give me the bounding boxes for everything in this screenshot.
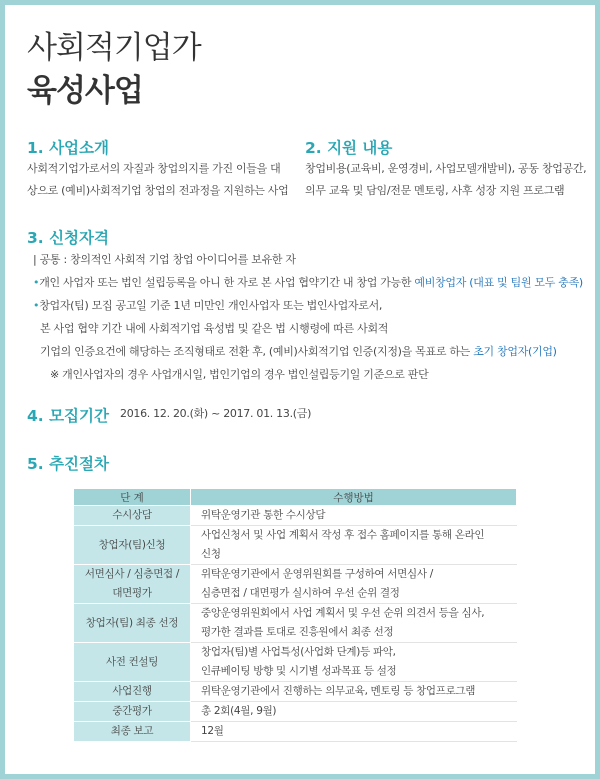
eligibility-text: 기업의 인증요건에 해당하는 조직형태로 전환 후, (예비)사회적기업 인증(지정)을 목표로 하는 xyxy=(40,345,474,358)
table-row xyxy=(74,506,517,526)
eligibility-text: 창업자(팀) 모집 공고일 기준 1년 미만인 개인사업자 또는 법인사업자로서, xyxy=(39,299,383,312)
table-row xyxy=(74,722,517,742)
column-header-method: 수행방법 xyxy=(191,489,517,506)
method-cell xyxy=(191,506,517,526)
eligibility-highlight: 초기 창업자(기업) xyxy=(473,345,557,358)
method-cell xyxy=(191,643,517,682)
bullet-icon: • xyxy=(33,299,40,312)
table-header-row xyxy=(74,489,517,506)
method-cell xyxy=(191,722,517,742)
method-text: 위탁운영기관 통한 수시상담 xyxy=(201,509,326,521)
procedure-table xyxy=(73,488,517,742)
eligibility-item xyxy=(33,340,583,363)
method-cell xyxy=(191,565,517,604)
table-row xyxy=(74,682,517,702)
eligibility-text: 개인 사업자 또는 법인 설립등록을 아니 한 자로 본 사업 협약기간 내 창업 가능한 xyxy=(39,276,415,289)
section-2-heading: 2. 지원 내용 xyxy=(305,139,393,157)
method-text: 위탁운영기관에서 운영위원회를 구성하여 서면심사 / xyxy=(201,568,433,580)
section-1-heading: 1. 사업소개 xyxy=(27,139,109,157)
section-3-heading: 3. 신청자격 xyxy=(27,229,109,247)
stage-cell xyxy=(74,565,191,604)
section-1-text xyxy=(27,158,288,202)
method-text: 평가한 결과를 토대로 진흥원에서 최종 선정 xyxy=(201,626,394,638)
table-row xyxy=(74,604,517,643)
stage-text: 창업자(팀)신청 xyxy=(98,538,166,551)
stage-cell xyxy=(74,526,191,565)
table-row xyxy=(74,643,517,682)
method-text: 12월 xyxy=(201,725,224,737)
stage-text: 서면심사 / 심층면접 / xyxy=(84,568,180,580)
table-row xyxy=(74,565,517,604)
eligibility-item xyxy=(33,271,583,294)
method-cell xyxy=(191,682,517,702)
method-text: 창업자(팀)별 사업특성(사업화 단계)등 파악, xyxy=(201,646,396,658)
method-cell xyxy=(191,526,517,565)
eligibility-text: 본 사업 협약 기간 내에 사회적기업 육성법 및 같은 법 시행령에 따른 사회적 xyxy=(40,322,389,335)
stage-cell xyxy=(74,722,191,742)
bullet-icon: • xyxy=(33,276,40,289)
method-text: 총 2회(4월, 9월) xyxy=(201,705,277,717)
stage-text: 중간평가 xyxy=(112,705,152,717)
stage-text: 수시상담 xyxy=(112,509,152,521)
method-text: 심층면접 / 대면평가 실시하여 우선 순위 결정 xyxy=(201,587,400,599)
stage-cell xyxy=(74,604,191,643)
table-row xyxy=(74,702,517,722)
stage-text: 사업진행 xyxy=(112,685,152,697)
table-body xyxy=(74,506,517,742)
recruitment-period: 2016. 12. 20.(화) ~ 2017. 01. 13.(금) xyxy=(120,407,312,420)
stage-cell xyxy=(74,643,191,682)
stage-text: 사전 컨설팅 xyxy=(105,655,159,668)
section-1-line: 사회적기업가로서의 자질과 창업의지를 가진 이들을 대 xyxy=(27,162,281,175)
section-3-text xyxy=(33,248,583,386)
section-5-heading: 5. 추진절차 xyxy=(27,455,109,473)
method-text: 위탁운영기관에서 진행하는 의무교육, 멘토링 등 창업프로그램 xyxy=(201,685,476,697)
method-cell xyxy=(191,702,517,722)
stage-cell xyxy=(74,506,191,526)
method-text: 중앙운영위원회에서 사업 계획서 및 우선 순위 의견서 등을 심사, xyxy=(201,607,485,619)
stage-cell xyxy=(74,702,191,722)
method-cell xyxy=(191,604,517,643)
method-text: 인큐베이팅 방향 및 시기별 성과목표 등 설정 xyxy=(201,665,397,677)
eligibility-note: ※ 개인사업자의 경우 사업개시일, 법인기업의 경우 법인설립등기일 기준으로 판단 xyxy=(50,368,429,381)
section-2-line: 창업비용(교육비, 운영경비, 사업모델개발비), 공동 창업공간, xyxy=(305,162,587,175)
eligibility-item xyxy=(33,294,583,317)
eligibility-highlight: 예비창업자 (대표 및 팀원 모두 충족) xyxy=(414,276,583,289)
method-text: 신청 xyxy=(201,548,221,560)
title-line1: 사회적기업가 xyxy=(27,30,201,66)
column-header-stage: 단 계 xyxy=(74,489,191,506)
stage-cell xyxy=(74,682,191,702)
stage-text: 창업자(팀) 최종 선정 xyxy=(85,616,179,629)
section-1-line: 상으로 (예비)사회적기업 창업의 전과정을 지원하는 사업 xyxy=(27,184,289,197)
section-4-heading: 4. 모집기간 xyxy=(27,407,109,425)
eligibility-common: | 공통 : 창의적인 사회적 기업 창업 아이디어를 보유한 자 xyxy=(33,253,296,266)
table-row xyxy=(74,526,517,565)
section-2-line: 의무 교육 및 담임/전문 멘토링, 사후 성장 지원 프로그램 xyxy=(305,184,565,197)
stage-text: 최종 보고 xyxy=(110,725,154,737)
section-2-text xyxy=(305,158,586,202)
method-text: 사업신청서 및 사업 계획서 작성 후 접수 홈페이지를 통해 온라인 xyxy=(201,529,485,541)
stage-text: 대면평가 xyxy=(112,587,152,599)
title-line2: 육성사업 xyxy=(27,73,143,109)
